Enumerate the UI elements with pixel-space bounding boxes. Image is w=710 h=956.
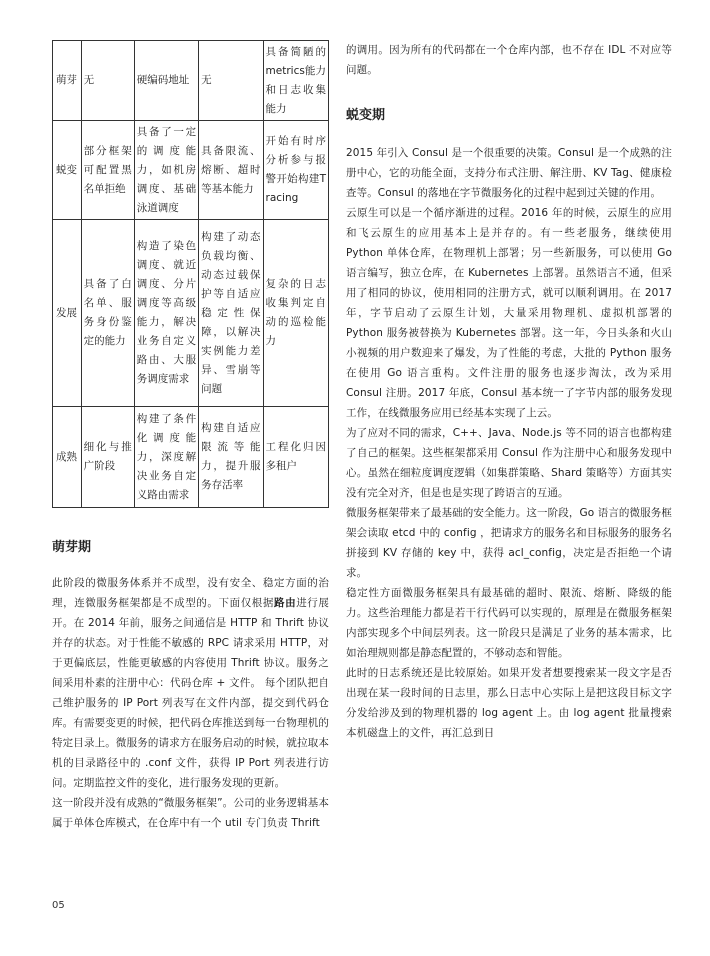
table-cell: 构建了条件化调度能力，深度解决业务自定义路由需求 (134, 407, 198, 508)
table-row (53, 407, 329, 508)
paragraph: 的调用。因为所有的代码都在一个仓库内部，也不存在 IDL 不对应等问题。 (346, 44, 672, 76)
table-cell: 构造了染色调度、就近调度、分片调度等高级能力，解决业务自定义路由、大服务调度需求 (134, 220, 198, 407)
table-row (53, 41, 329, 121)
table-cell: 无 (81, 41, 134, 121)
paragraph: 微服务框架带来了最基础的安全能力。这一阶段，Go 语言的微服务框架会读取 etcd 中的 config ，把请求方的服务名和目标服务的服务名拼接到 KV 存储的 key 中，获得 acl_config，决定是否拒绝一个请求。 (346, 507, 672, 579)
left-column (52, 40, 329, 508)
table-cell: 细化与推广阶段 (81, 407, 134, 508)
paragraph: 2015 年引入 Consul 是一个很重要的决策。Consul 是一个成熟的注册中心，它的功能全面，支持分布式注册、解注册、KV Tag、健康检查等。Consul 的落地在字节微服务化的过程中起到过关键的作用。 (346, 147, 672, 199)
bold-text: 路由 (274, 597, 297, 609)
paragraph: 此时的日志系统还是比较原始。如果开发者想要搜索某一段文字是否出现在某一段时间的日志里，那么日志中心实际上是把这段目标文字分发给涉及到的物理机器的 log agent 上。由 log agent 批量搜索本机磁盘上的文件，再汇总到日 (346, 667, 672, 739)
table-cell: 开始有时序分析参与报警开始构建Tracing (263, 121, 328, 220)
stage-table (52, 40, 329, 508)
table-cell-stage: 蜕变 (53, 121, 82, 220)
table-cell: 构建了动态负载均衡、动态过载保护等自适应稳定性保障，以解决实例能力差异、雪崩等问题 (199, 220, 263, 407)
text-run: 此阶段的微服务体系并不成型，没有安全、稳定方面的治理，连微服务框架都是不成型的。下面仅根据 (52, 577, 329, 609)
page-number: 05 (52, 900, 65, 911)
table-cell: 具备了一定的调度能力，如机房调度、基础泳道调度 (134, 121, 198, 220)
table-cell: 复杂的日志收集判定自动的巡检能力 (263, 220, 328, 407)
table-cell: 无 (199, 41, 263, 121)
paragraph: 稳定性方面微服务框架具有最基础的超时、限流、熔断、降级的能力。这些治理能力都是若干行代码可以实现的，原理是在微服务框架内部实现多个中间层列表。这一阶段只是满足了业务的基本需求，比如治理规则都是静态配置的，不够动态和智能。 (346, 587, 672, 659)
table-cell: 具备限流、熔断、超时等基本能力 (199, 121, 263, 220)
table-cell: 硬编码地址 (134, 41, 198, 121)
table-cell-stage: 成熟 (53, 407, 82, 508)
text-run: 进行展开。在 2014 年前，服务之间通信是 HTTP 和 Thrift 协议并存的状态。对于性能不敏感的 RPC 请求采用 HTTP，对于更偏底层，性能更敏感的内容使用 Thrift 协议。服务之间采用朴素的注册中心：代码仓库 + 文件。 每个团队把自己维护服务的 IP Port 列表写在文件内部，提交到代码仓库。有需要变更的时候，把代码仓库推送到每一台物理机的特定目录上。微服务的请求方在服务启动的时候，就拉取本机的目录路径中的 .conf 文件，获得 IP Port 列表进行访问。定期监控文件的变化，进行服务发现的更新。 (52, 597, 330, 789)
table-cell: 具备了白名单、服务身份鉴定的能力 (81, 220, 134, 407)
table-cell-stage: 萌芽 (53, 41, 82, 121)
table-cell: 具备简陋的metrics能力和日志收集能力 (263, 41, 328, 121)
paragraph: 云原生可以是一个循序渐进的过程。2016 年的时候，云原生的应用和飞云原生的应用基本上是并存的。有一些老服务，继续使用 Python 单体仓库，在物理机上部署；另一些新服务，可以使用 Go 语言编写，独立仓库，在 Kubernetes 上部署。虽然语言不通，但采用了相同的协议，使用相同的注册方式，就可以顺利调用。在 2017 年，字节启动了云原生计划，大量采用物理机、虚拟机部署的 Python 服务被替换为 Kubernetes 部署。这一年，今日头条和火山小视频的用户数迎来了爆发，为了性能的考虑，大批的 Python 服务在使用 Go 语言重构。文件注册的服务也逐步淘汰，改为采用 Consul 注册。2017 年底，Consul 基本统一了字节内部的服务发现工作，在线微服务应用已经基本实现了上云。 (346, 207, 672, 419)
right-column (346, 40, 672, 80)
section-heading: 蜕变期 (346, 108, 386, 123)
table-cell: 构建自适应限流等能力，提升服务存活率 (199, 407, 263, 508)
right-body (346, 143, 672, 743)
paragraph: 为了应对不同的需求，C++、Java、Node.js 等不同的语言也都构建了自己的框架。这些框架都采用 Consul 作为注册中心和服务发现中心。虽然在细粒度调度逻辑（如集群策略、Shard 策略等）方面其实没有完全对齐，但是也是实现了跨语言的互通。 (346, 427, 672, 499)
table-row (53, 121, 329, 220)
paragraph (52, 573, 329, 793)
left-body (52, 573, 329, 833)
paragraph: 这一阶段并没有成熟的“微服务框架”。公司的业务逻辑基本属于单体仓库模式，在仓库中有一个 util 专门负责 Thrift (52, 797, 329, 829)
table-row (53, 220, 329, 407)
table-cell: 部分框架可配置黑名单拒绝 (81, 121, 134, 220)
table-cell: 工程化归因多租户 (263, 407, 328, 508)
table-cell-stage: 发展 (53, 220, 82, 407)
section-heading: 萌芽期 (52, 540, 92, 555)
